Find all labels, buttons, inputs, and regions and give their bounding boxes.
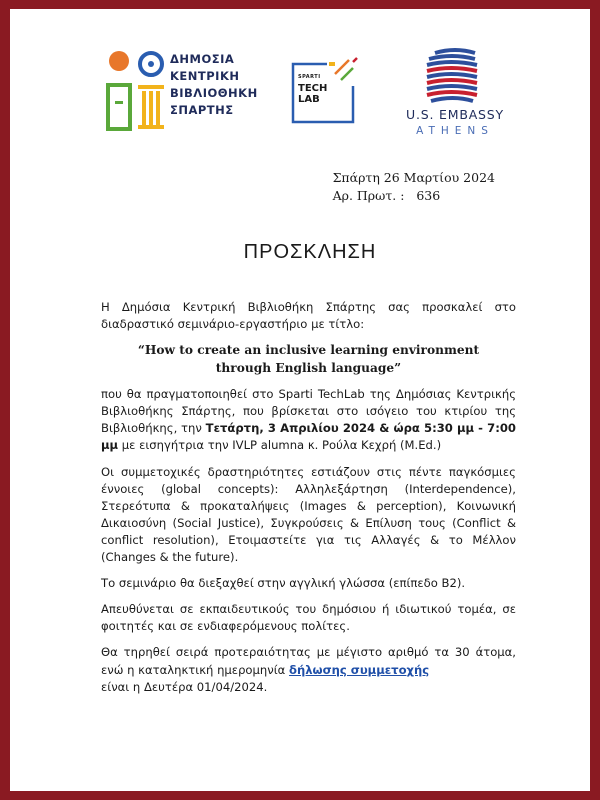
library-mark-icon (105, 51, 167, 133)
protocol-row (333, 187, 495, 205)
protocol-label: Αρ. Πρωτ. : (332, 188, 405, 203)
embassy-logo (395, 47, 515, 142)
embassy-name: U.S. EMBASSY (406, 107, 504, 122)
page-title: ΠΡΟΣΚΛΗΣΗ (243, 241, 377, 263)
seminar-title (101, 342, 516, 377)
document-meta (333, 169, 495, 205)
techlab-line: LAB (298, 94, 320, 105)
flag-wave-icon (395, 47, 515, 105)
seminar-title-line: through English language” (215, 360, 402, 375)
document-body (101, 299, 516, 705)
library-logo-line: ΒΙΒΛΙΟΘΗΚΗ (170, 86, 258, 100)
activities-paragraph: Οι συμμετοχικές δραστηριότητες εστιάζουν στις πέντε παγκόσμιες έννοιες (global concepts): Αλληλεξάρτηση (Interdependence), Στερεότυπα & προκαταλήψεις (Images & perception), Κοινωνική Δικαιοσύνη (Social Justice), Συγκρούσεις & Επίλυση τους (Conflict & conflict resolution), Ετοιμαστείτε για τις Αλλαγές & το Μέλλον (Changes & the future). (101, 464, 516, 565)
embassy-city: ATHENS (416, 125, 494, 137)
registration-link[interactable]: δήλωσης συμμετοχής (288, 662, 430, 677)
language-paragraph: Το σεμινάριο θα διεξαχθεί στην αγγλική γλώσσα (επίπεδο Β2). (101, 576, 466, 591)
techlab-line: TECH (298, 83, 328, 94)
details-text: που θα πραγματοποιηθεί στο Sparti TechLab της Δημόσιας Κεντρικής Βιβλιοθήκης Σπάρτης, που βρίσκεται στο ισόγειο του κτιρίου της Βιβλιοθήκης, την (101, 387, 516, 436)
library-logo (105, 51, 275, 141)
techlab-logo (291, 56, 361, 126)
details-paragraph (101, 386, 516, 454)
details-text: με εισηγήτρια την IVLP alumna κ. Ρούλα Κεχρή (M.Ed.) (118, 438, 442, 453)
seminar-title-line: “How to create an inclusive learning environment (137, 343, 480, 358)
priority-paragraph (101, 644, 516, 695)
intro-paragraph: Η Δημόσια Κεντρική Βιβλιοθήκη Σπάρτης σας προσκαλεί στο διαδραστικό σεμινάριο-εργαστήριο με τίτλο: (101, 300, 516, 332)
protocol-number: 636 (416, 188, 441, 203)
header-logos (10, 9, 590, 149)
library-logo-line: ΚΕΝΤΡΙΚΗ (170, 69, 240, 83)
document-date: Σπάρτη 26 Μαρτίου 2024 (332, 170, 495, 185)
techlab-small-text: SPARTI (298, 74, 321, 80)
techlab-big-text (298, 83, 327, 105)
event-datetime: Τετάρτη, 3 Απριλίου 2024 & ώρα 5:30 μμ - 7:00 μμ (101, 421, 516, 453)
priority-text: είναι η Δευτέρα 01/04/2024. (101, 679, 268, 694)
audience-paragraph: Απευθύνεται σε εκπαιδευτικούς του δημόσιου ή ιδιωτικού τομέα, σε φοιτητές και σε ενδιαφερόμενους πολίτες. (101, 602, 516, 634)
library-logo-line: ΔΗΜΟΣΙΑ (170, 52, 235, 66)
priority-text: Θα τηρηθεί σειρά προτεραιότητας με μέγιστο αριθμό τα 30 άτομα, ενώ η καταληκτική ημερομηνία (101, 645, 516, 677)
library-logo-line: ΣΠΑΡΤΗΣ (170, 103, 234, 117)
library-logo-text (170, 51, 258, 119)
